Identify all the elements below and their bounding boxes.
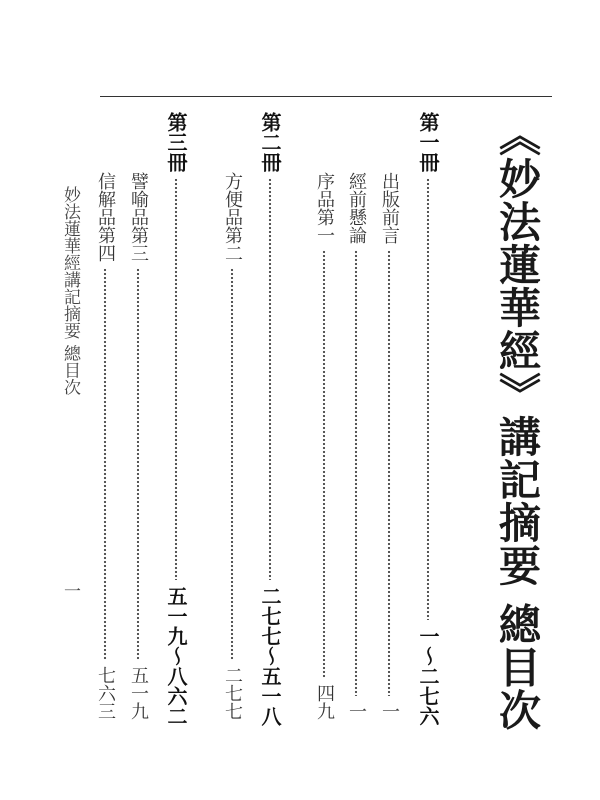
running-title: 妙法蓮華經講記摘要 總目次 — [60, 186, 80, 396]
dot-leader — [258, 178, 282, 580]
toc-entry-preface[interactable] — [377, 172, 401, 720]
toc-volume-label: 第一冊 — [416, 112, 440, 172]
page-number: 一 — [60, 582, 80, 599]
toc-entry-page: 一 — [346, 702, 367, 720]
dot-leader — [312, 250, 336, 678]
dot-leader — [377, 250, 401, 696]
toc-entry-chapter-1[interactable] — [312, 172, 336, 720]
toc-entry-page: 一 — [379, 702, 400, 720]
toc-page-range: 一～二七六 — [416, 626, 440, 726]
dot-leader — [344, 250, 368, 696]
toc-volume-label: 第三冊 — [164, 112, 188, 172]
dot-leader — [93, 268, 117, 660]
dot-leader — [164, 178, 188, 580]
dot-leader — [126, 268, 150, 660]
toc-entry-label: 經前懸論 — [346, 172, 367, 244]
toc-entry-chapter-3[interactable] — [126, 172, 150, 720]
toc-entry-label: 序品第一 — [314, 172, 335, 244]
page-title: 《妙法蓮華經》講記摘要 總目次 — [493, 114, 542, 732]
toc-entry-page: 七六三 — [95, 666, 116, 720]
toc-volume-2[interactable] — [258, 112, 282, 726]
toc-entry-page: 五一九 — [128, 666, 149, 720]
toc-page-range: 二七七～五一八 — [258, 586, 282, 726]
toc-volume-label: 第二冊 — [258, 112, 282, 172]
toc-entry-introduction[interactable] — [344, 172, 368, 720]
dot-leader — [220, 268, 244, 660]
top-rule — [100, 96, 552, 97]
toc-entry-label: 信解品第四 — [95, 172, 116, 262]
dot-leader — [416, 178, 440, 620]
toc-entry-label: 出版前言 — [379, 172, 400, 244]
toc-entry-page: 二七七 — [222, 666, 243, 720]
toc-entry-label: 方便品第二 — [222, 172, 243, 262]
toc-page-range: 五一九～八六二 — [164, 586, 188, 726]
toc-entry-chapter-4[interactable] — [93, 172, 117, 720]
toc-volume-3[interactable] — [164, 112, 188, 726]
toc-entry-page: 四九 — [314, 684, 335, 720]
toc-entry-label: 譬喻品第三 — [128, 172, 149, 262]
toc-entry-chapter-2[interactable] — [220, 172, 244, 720]
toc-volume-1[interactable] — [416, 112, 440, 726]
